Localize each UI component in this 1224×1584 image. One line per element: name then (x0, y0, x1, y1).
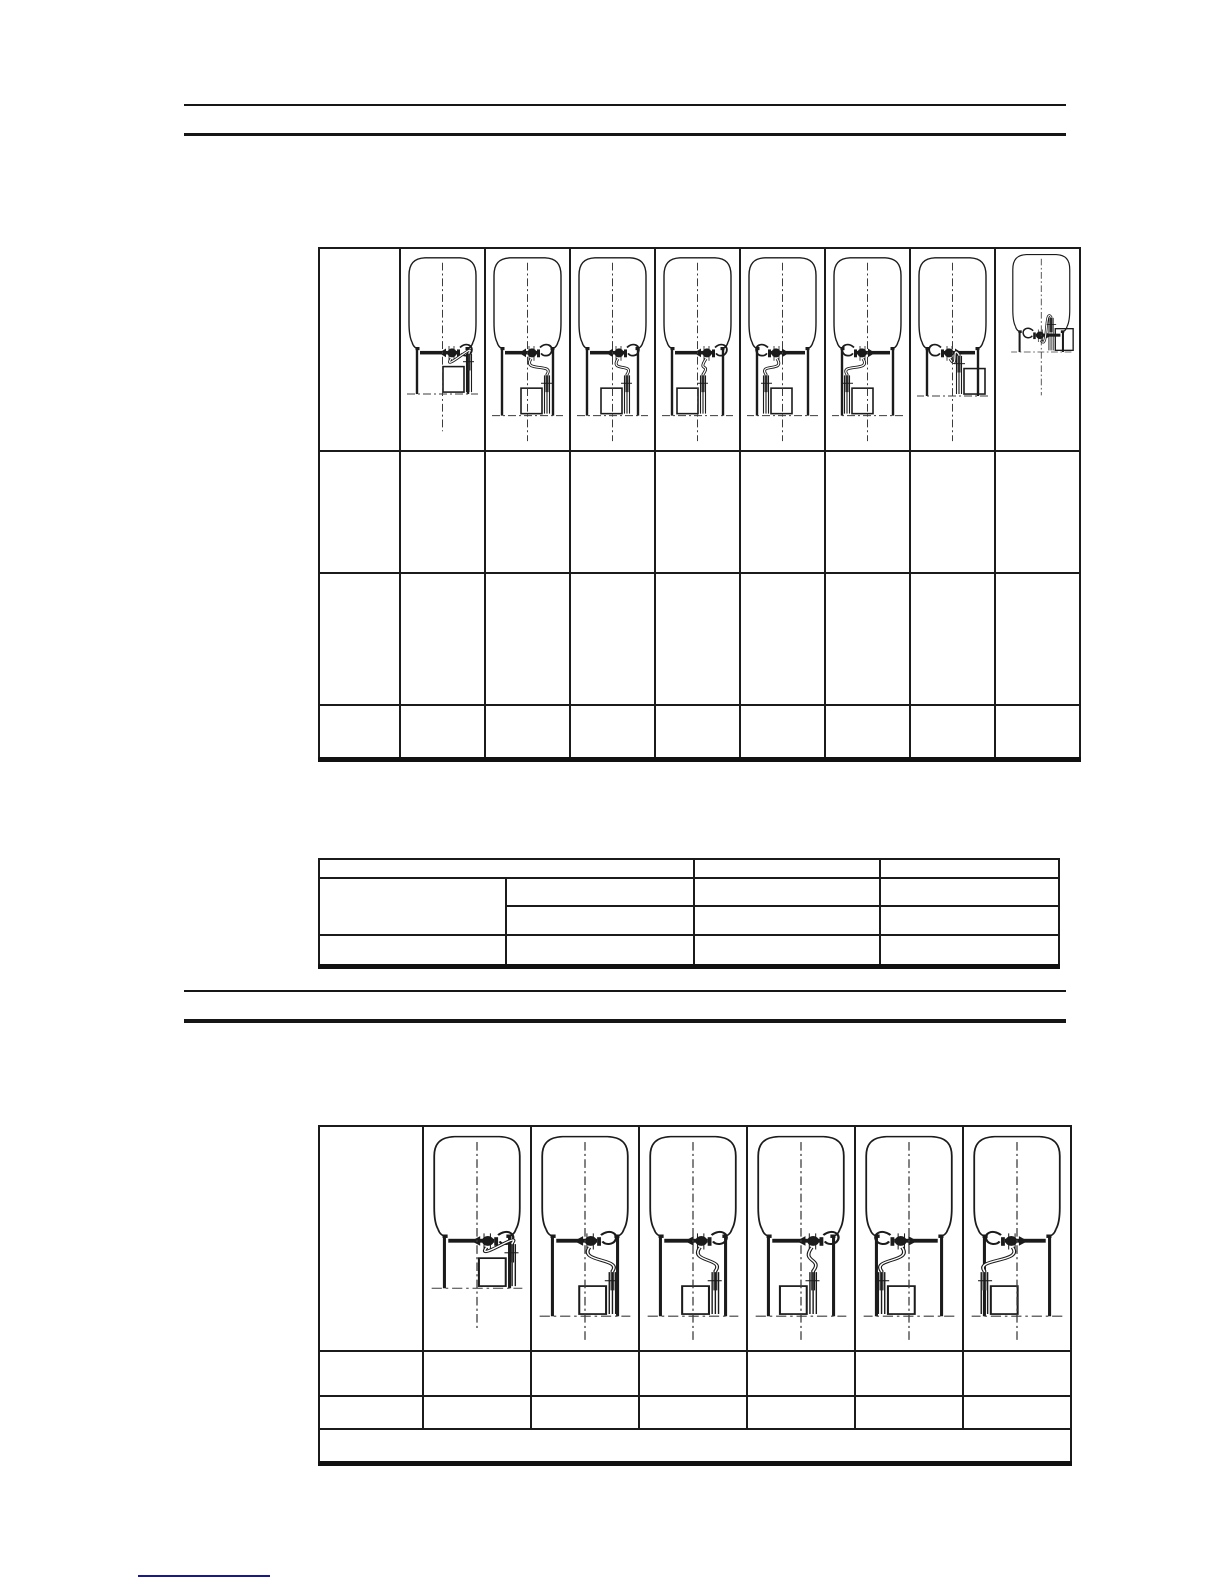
table1-cell-r0-c8 (995, 248, 1080, 451)
table2-cell-r0-c1 (423, 1126, 531, 1351)
table1-row-header-cell-r3 (319, 705, 400, 759)
table1-cell-r3-c4 (655, 705, 740, 759)
table1-cell-r0-c5 (740, 248, 825, 451)
wheel-rim-cross-section-drawing (532, 1127, 638, 1342)
table1-cell-r2-c8 (995, 573, 1080, 705)
wheel-variants-table-upper (318, 247, 1081, 762)
table2-row-header-cell-r1 (319, 1351, 423, 1396)
table2-cell-r0-c4 (747, 1126, 855, 1351)
limits-cell-r2-c1 (506, 906, 694, 935)
top-rule-thick (184, 133, 1066, 136)
top-rule-thin (184, 104, 1066, 106)
section-divider-thick (184, 1019, 1066, 1023)
table1-cell-r1-c8 (995, 451, 1080, 573)
limits-cell-r3-c0 (319, 935, 506, 966)
table1-cell-r2-c4 (655, 573, 740, 705)
table1-cell-r3-c8 (995, 705, 1080, 759)
wheel-rim-cross-section-drawing (964, 1127, 1070, 1342)
table2-cell-r2-c3 (639, 1396, 747, 1429)
table2-cell-r2-c5 (855, 1396, 963, 1429)
table1-cell-r2-c5 (740, 573, 825, 705)
table2-merged-footer-cell (319, 1429, 1071, 1463)
section-divider-thin (184, 990, 1066, 992)
table1-cell-r2-c7 (910, 573, 995, 705)
wheel-rim-cross-section-drawing (640, 1127, 746, 1342)
wheel-rim-cross-section-drawing (911, 249, 994, 445)
table1-cell-r2-c3 (570, 573, 655, 705)
table1-row-header-cell-r0 (319, 248, 400, 451)
limits-table (318, 858, 1060, 969)
table1-cell-r2-c6 (825, 573, 910, 705)
wheel-rim-cross-section-drawing (656, 249, 739, 445)
table2-cell-r2-c6 (963, 1396, 1071, 1429)
table1-cell-r1-c6 (825, 451, 910, 573)
limits-cell-r1-c3 (880, 878, 1059, 906)
footer-link[interactable] (138, 1575, 270, 1577)
table2-row-header-cell-r2 (319, 1396, 423, 1429)
table2-cell-r0-c3 (639, 1126, 747, 1351)
table1-cell-r1-c4 (655, 451, 740, 573)
table1-cell-r1-c2 (485, 451, 570, 573)
table1-cell-r0-c7 (910, 248, 995, 451)
limits-label-merged-cell (319, 878, 506, 935)
table2-cell-r0-c6 (963, 1126, 1071, 1351)
limits-header-cell-c3 (880, 859, 1059, 878)
table1-cell-r0-c4 (655, 248, 740, 451)
wheel-rim-cross-section-drawing (741, 249, 824, 445)
table2-row-header-cell-r0 (319, 1126, 423, 1351)
limits-cell-r3-c2 (694, 935, 880, 966)
wheel-rim-cross-section-drawing (856, 1127, 962, 1342)
wheel-rim-cross-section-drawing (996, 249, 1079, 445)
table1-cell-r3-c6 (825, 705, 910, 759)
wheel-rim-cross-section-drawing (401, 249, 484, 445)
table2-cell-r1-c6 (963, 1351, 1071, 1396)
table1-cell-r3-c7 (910, 705, 995, 759)
table1-cell-r1-c5 (740, 451, 825, 573)
table2-cell-r1-c4 (747, 1351, 855, 1396)
table1-row-header-cell-r1 (319, 451, 400, 573)
table2-cell-r0-c5 (855, 1126, 963, 1351)
table2-cell-r2-c1 (423, 1396, 531, 1429)
table1-cell-r2-c2 (485, 573, 570, 705)
table1-cell-r2-c1 (400, 573, 485, 705)
wheel-variants-table-lower (318, 1125, 1072, 1466)
table2-cell-r0-c2 (531, 1126, 639, 1351)
limits-cell-r3-c3 (880, 935, 1059, 966)
limits-cell-r3-c1 (506, 935, 694, 966)
table1-cell-r1-c7 (910, 451, 995, 573)
table2-cell-r1-c2 (531, 1351, 639, 1396)
limits-cell-r2-c2 (694, 906, 880, 935)
table2-cell-r2-c2 (531, 1396, 639, 1429)
table2-cell-r1-c1 (423, 1351, 531, 1396)
table1-cell-r1-c3 (570, 451, 655, 573)
table2-cell-r1-c5 (855, 1351, 963, 1396)
table2-cell-r1-c3 (639, 1351, 747, 1396)
limits-cell-r1-c1 (506, 878, 694, 906)
limits-header-cell-c2 (694, 859, 880, 878)
table1-row-header-cell-r2 (319, 573, 400, 705)
wheel-rim-cross-section-drawing (826, 249, 909, 445)
table2-cell-r2-c4 (747, 1396, 855, 1429)
limits-header-span-cell (319, 859, 694, 878)
table1-cell-r0-c3 (570, 248, 655, 451)
limits-cell-r2-c3 (880, 906, 1059, 935)
table1-cell-r3-c5 (740, 705, 825, 759)
wheel-rim-cross-section-drawing (486, 249, 569, 445)
table1-cell-r3-c2 (485, 705, 570, 759)
table1-cell-r1-c1 (400, 451, 485, 573)
wheel-rim-cross-section-drawing (571, 249, 654, 445)
wheel-rim-cross-section-drawing (748, 1127, 854, 1342)
table1-cell-r0-c1 (400, 248, 485, 451)
table1-cell-r0-c2 (485, 248, 570, 451)
table1-cell-r3-c3 (570, 705, 655, 759)
wheel-rim-cross-section-drawing (424, 1127, 530, 1342)
table1-cell-r0-c6 (825, 248, 910, 451)
table1-cell-r3-c1 (400, 705, 485, 759)
limits-cell-r1-c2 (694, 878, 880, 906)
